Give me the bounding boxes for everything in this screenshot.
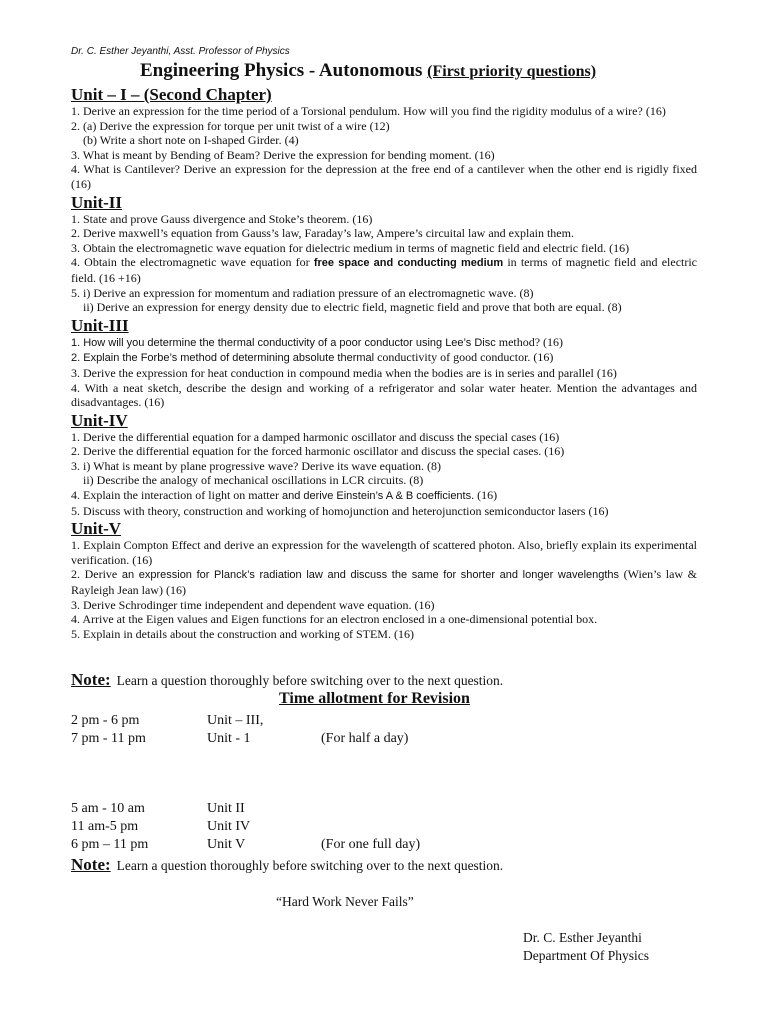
question-text-sans: an expression for Planck’s radiation law and discuss the same for shorter and longer wavelengths (121, 569, 620, 582)
question-item: 3. Derive the expression for heat conduction in compound media when the bodies are is in series and parallel (16) (71, 365, 617, 380)
slot-time: 11 am-5 pm (71, 819, 139, 834)
slot-time: 2 pm - 6 pm (71, 713, 140, 728)
note-1 (71, 670, 503, 690)
question-item: 1. Derive an expression for the time period of a Torsional pendulum. How will you find the rigidity modulus of a wire? (16) (71, 104, 666, 118)
author-line: Dr. C. Esther Jeyanthi, Asst. Professor of Physics (71, 46, 290, 57)
question-text-bold: free space and conducting medium (313, 257, 504, 270)
time-slot (71, 801, 591, 819)
question-item (71, 567, 697, 597)
question-item: 3. What is meant by Bending of Beam? Derive the expression for bending moment. (16) (71, 147, 495, 162)
unit-heading: Unit-III (71, 315, 129, 335)
note-label: Note: (71, 670, 111, 689)
units-section (71, 84, 697, 641)
question-item: 5. i) Derive an expression for momentum and radiation pressure of an electromagnetic wave. (8) (71, 285, 534, 300)
slot-note: (For one full day) (321, 837, 421, 852)
question-item: 2. Derive maxwell’s equation from Gauss’s law, Faraday’s law, Ampere’s circuital law and explain them. (71, 226, 574, 241)
question-item: 4. With a neat sketch, describe the design and working of a refrigerator and solar water heater. Mention the advantages and disadvantages. (16) (71, 380, 697, 410)
question-item: 2. (a) Derive the expression for torque per unit twist of a wire (12) (71, 118, 390, 133)
question-item: (b) Write a short note on I-shaped Girder. (4) (83, 133, 299, 148)
question-item: 5. Explain in details about the construction and working of STEM. (16) (71, 626, 414, 641)
question-text-after: . (16) (471, 488, 498, 503)
question-item: 3. Obtain the electromagnetic wave equation for dielectric medium in terms of magnetic field and electric field. (16) (71, 240, 630, 255)
question-text-sans: and derive Einstein’s A & B coefficients (281, 490, 472, 503)
question-text-after: (Wien’s law & Rayleigh Jean law) (16) (71, 567, 697, 598)
note-2 (71, 855, 503, 875)
question-item: 3. i) What is meant by plane progressive wave? Derive its wave equation. (8) (71, 458, 441, 473)
slot-unit: Unit II (207, 801, 245, 816)
title-sub: (First priority questions) (427, 63, 597, 80)
question-text-sans: 2. Explain the Forbe’s method of determining absolute thermal (71, 352, 375, 365)
question-item: 1. State and prove Gauss divergence and Stoke’s theorem. (16) (71, 211, 373, 226)
question-item: 1. Derive the differential equation for a damped harmonic oscillator and discuss the special cases (16) (71, 429, 560, 444)
note-text: Learn a question thoroughly before switching over to the next question. (116, 673, 504, 688)
time-slot (71, 837, 591, 855)
question-text-before: 4. Explain the interaction of light on matter (71, 488, 282, 503)
note-label: Note: (71, 855, 111, 874)
question-text-after: in terms of magnetic field and electric field. (16 +16) (71, 255, 698, 285)
slot-unit: Unit IV (207, 819, 251, 834)
question-text-sans: 1. How will you determine the thermal conductivity of a poor conductor using Lee’s Disc (71, 336, 496, 349)
question-item (71, 350, 697, 366)
slot-unit: Unit V (207, 837, 246, 852)
question-item (71, 488, 697, 504)
title-main: Engineering Physics - Autonomous (140, 60, 423, 81)
unit-heading: Unit-II (71, 192, 123, 212)
slot-note: (For half a day) (321, 731, 409, 746)
question-item (71, 335, 697, 351)
slot-unit: Unit – III, (207, 713, 264, 728)
question-text-before: 2. Derive (71, 567, 122, 582)
signature-department: Department Of Physics (523, 948, 649, 963)
question-item: 4. What is Cantilever? Derive an expression for the depression at the free end of a cantilever when the other end is rigidly fixed (16) (71, 162, 697, 191)
note-text: Learn a question thoroughly before switching over to the next question. (116, 858, 504, 873)
question-item: 3. Derive Schrodinger time independent and dependent wave equation. (16) (71, 597, 435, 612)
question-item: 2. Derive the differential equation for the forced harmonic oscillator and discuss the special cases. (16) (71, 444, 565, 459)
question-item: 5. Discuss with theory, construction and working of homojunction and heterojunction semiconductor lasers (16) (71, 503, 609, 518)
question-item: ii) Derive an expression for energy density due to electric field, magnetic field and prove that both are equal. (8) (83, 300, 622, 315)
question-text-after: method? (16) (495, 334, 564, 349)
slot-time: 5 am - 10 am (71, 801, 145, 816)
slot-time: 6 pm – 11 pm (71, 837, 149, 852)
time-allotment-title: Time allotment for Revision (279, 690, 470, 707)
unit-heading: Unit – I – (Second Chapter) (71, 85, 272, 104)
unit-heading: Unit-IV (71, 410, 128, 430)
slot-time: 7 pm - 11 pm (71, 731, 146, 746)
time-slot (71, 713, 591, 731)
question-item: 1. Explain Compton Effect and derive an expression for the wavelength of scattered photon. Also, briefly explain its experimental verification. (16) (71, 538, 697, 567)
unit-heading: Unit-V (71, 519, 122, 539)
slot-unit: Unit - 1 (207, 731, 251, 746)
signature-name: Dr. C. Esther Jeyanthi (523, 930, 642, 945)
document-title (140, 60, 596, 82)
time-slot (71, 731, 591, 749)
question-item: 4. Arrive at the Eigen values and Eigen functions for an electron enclosed in a one-dimensional potential box. (71, 612, 598, 627)
question-text-after: conductivity of good conductor. (16) (374, 350, 554, 365)
question-item (71, 255, 697, 285)
question-item: ii) Describe the analogy of mechanical oscillations in LCR circuits. (8) (83, 473, 424, 488)
question-text-before: 4. Obtain the electromagnetic wave equation for (71, 255, 314, 270)
time-slot (71, 819, 591, 837)
motto-quote: “Hard Work Never Fails” (276, 894, 414, 909)
